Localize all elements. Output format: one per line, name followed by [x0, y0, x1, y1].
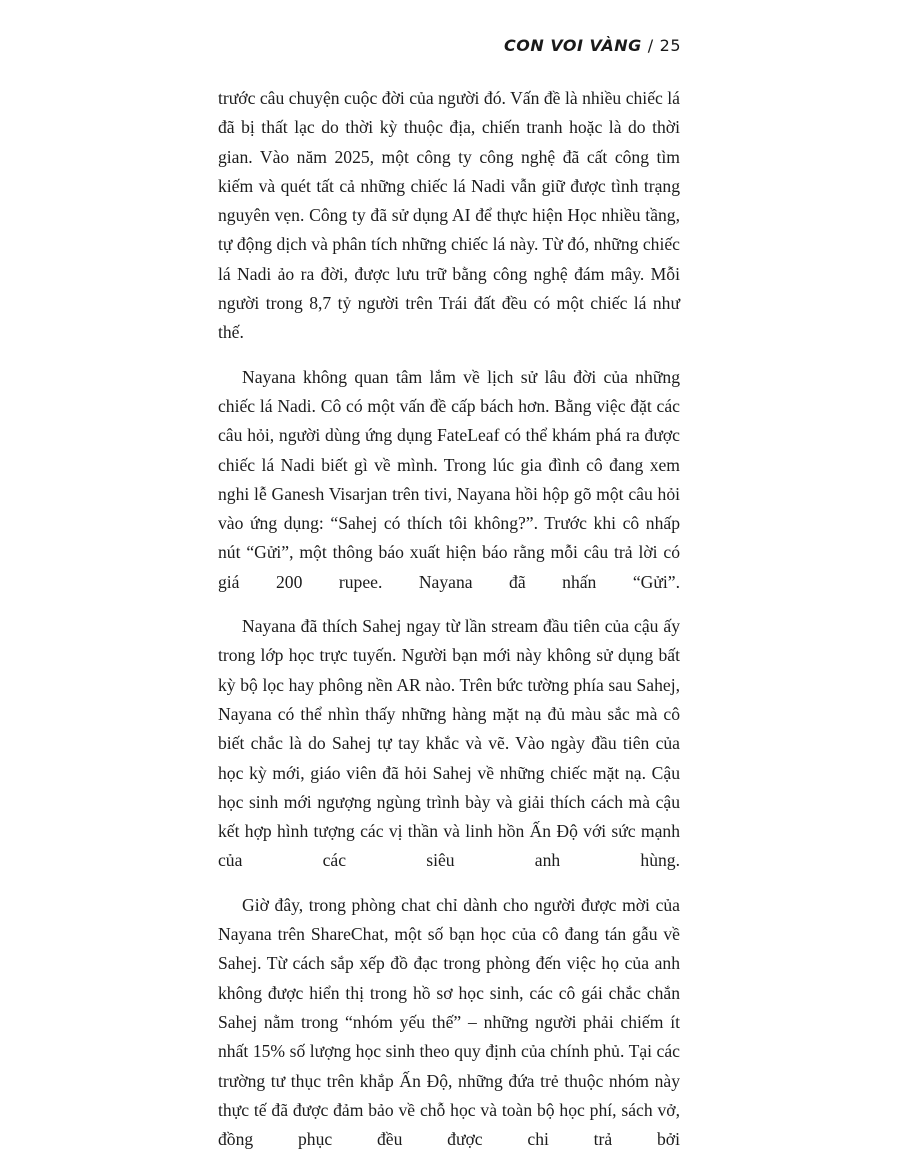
running-header [504, 36, 681, 55]
page-number: 25 [659, 36, 681, 55]
paragraph-3: Nayana đã thích Sahej ngay từ lần stream đầu tiên của cậu ấy trong lớp học trực tuyến. Người bạn mới này không sử dụng bất kỳ bộ lọc hay phông nền AR nào. Trên bức tường phía sau Sahej, Nayana có thể nhìn thấy những hàng mặt nạ đủ màu sắc mà cô biết chắc là do Sahej tự tay khắc và vẽ. Vào ngày đầu tiên của học kỳ mới, giáo viên đã hỏi Sahej về những chiếc mặt nạ. Cậu học sinh mới ngượng ngùng trình bày và giải thích cách mà cậu kết hợp hình tượng các vị thần và linh hồn Ấn Độ với sức mạnh của các siêu anh hùng. [218, 616, 680, 871]
body-text [218, 84, 680, 1154]
paragraph-4: Giờ đây, trong phòng chat chỉ dành cho người được mời của Nayana trên ShareChat, một số bạn học của cô đang tán gẫu về Sahej. Từ cách sắp xếp đồ đạc trong phòng đến việc họ của anh không được hiển thị trong hồ sơ học sinh, các cô gái chắc chắn Sahej nằm trong “nhóm yếu thế” – những người phải chiếm ít nhất 15% số lượng học sinh theo quy định của chính phủ. Tại các trường tư thục trên khắp Ấn Độ, những đứa trẻ thuộc nhóm này thực tế đã được đảm bảo về chỗ học và toàn bộ học phí, sách vở, đồng phục đều được chi trả bởi [218, 894, 680, 1150]
paragraph-1: trước câu chuyện cuộc đời của người đó. Vấn đề là nhiều chiếc lá đã bị thất lạc do thời kỳ thuộc địa, chiến tranh hoặc là do thời gian. Vào năm 2025, một công ty công nghệ đã cất công tìm kiếm và quét tất cả những chiếc lá Nadi vẫn giữ được tình trạng nguyên vẹn. Công ty đã sử dụng AI để thực hiện Học nhiều tầng, tự động dịch và phân tích những chiếc lá này. Từ đó, những chiếc lá Nadi ảo ra đời, được lưu trữ bằng công nghệ đám mây. Mỗi người trong 8,7 tỷ người trên Trái đất đều có một chiếc lá như thế. [218, 88, 680, 343]
book-title: CON VOI VÀNG [504, 36, 642, 55]
header-separator: / [647, 36, 654, 55]
paragraph-2: Nayana không quan tâm lắm về lịch sử lâu đời của những chiếc lá Nadi. Cô có một vấn đề cấp bách hơn. Bằng việc đặt các câu hỏi, người dùng ứng dụng FateLeaf có thể khám phá ra được chiếc lá Nadi biết gì về mình. Trong lúc gia đình cô đang xem nghi lễ Ganesh Visarjan trên tivi, Nayana hồi hộp gõ một câu hỏi vào ứng dụng: “Sahej có thích tôi không?”. Trước khi cô nhấp nút “Gửi”, một thông báo xuất hiện báo rằng mỗi câu trả lời có giá 200 rupee. Nayana đã nhấn “Gửi”. [218, 366, 680, 592]
